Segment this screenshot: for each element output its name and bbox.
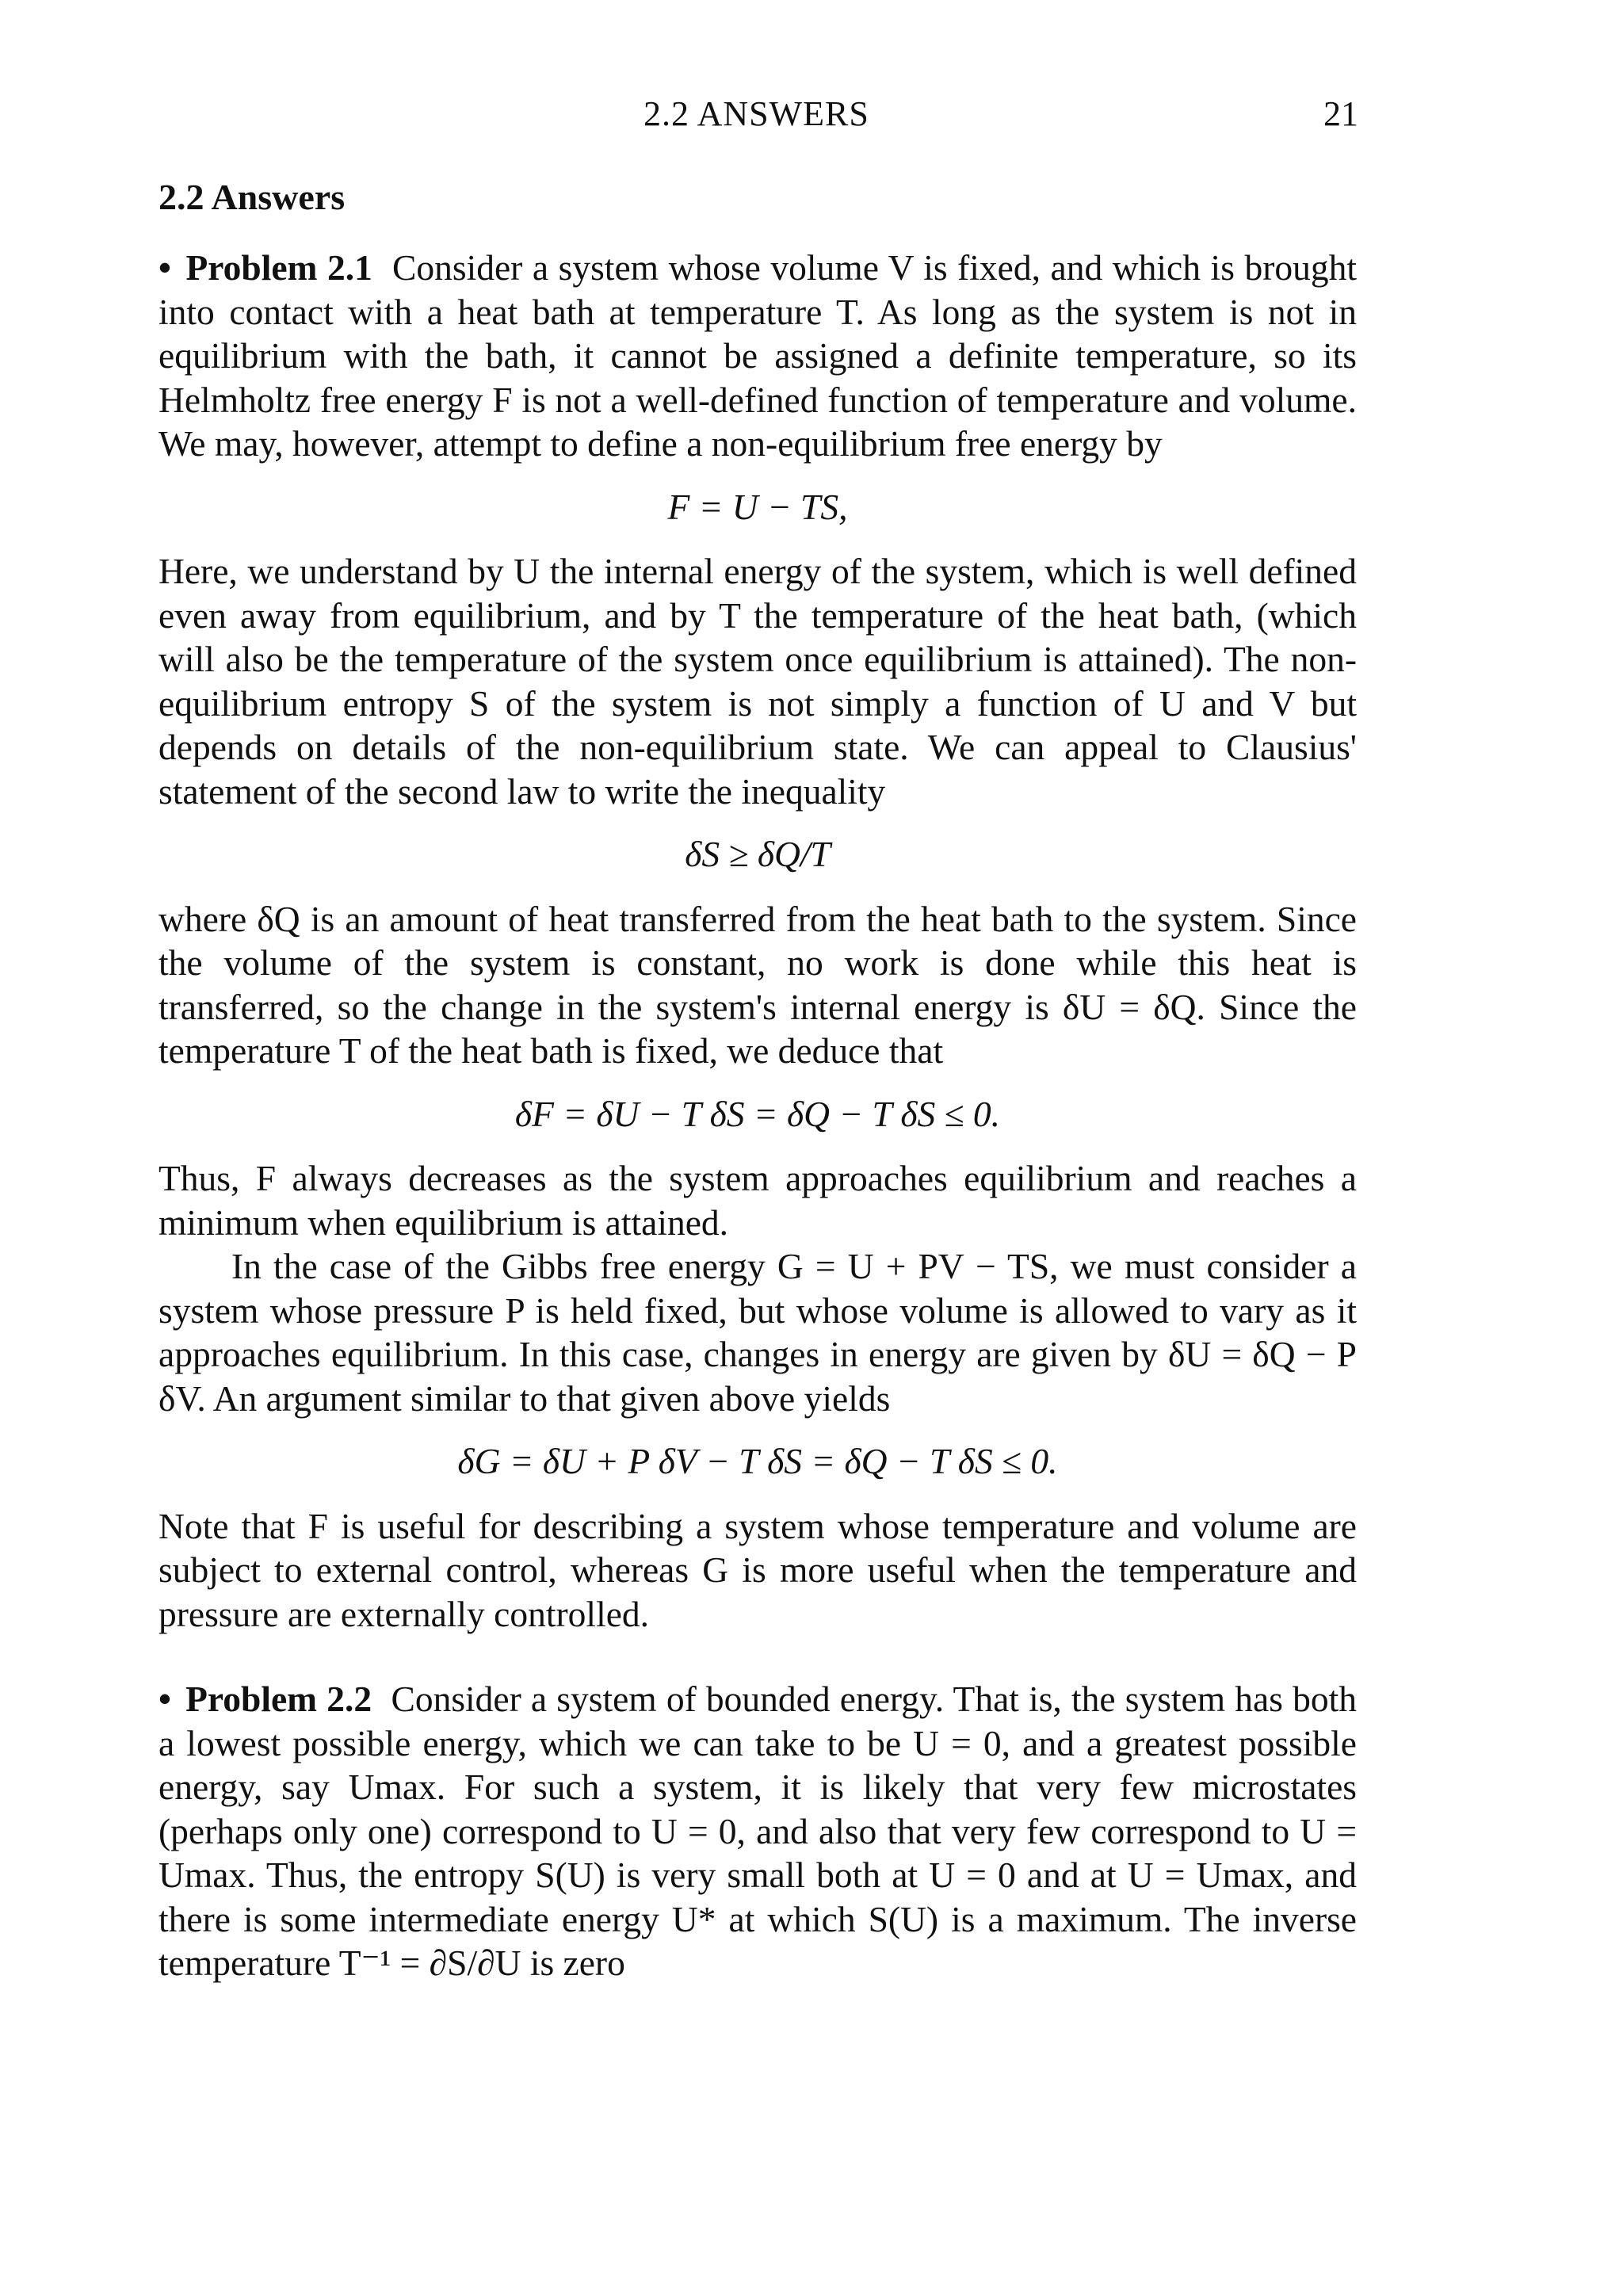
equation-delta-f: δF = δU − T δS = δQ − T δS ≤ 0. [514, 1093, 1001, 1134]
equation-clausius: δS ≥ δQ/T [685, 834, 831, 874]
problem-2-1-label: Problem 2.1 [185, 247, 372, 288]
problem-2-1-paragraph-3: where δQ is an amount of heat transferred from the heat bath to the system. Since the volume of the system is constant, no work is done while this heat is transferred, so the change in the system's internal energy is δU = δQ. Since the temperature T of the heat bath is fixed, we deduce that [158, 898, 1357, 1071]
problem-2-2-paragraph-1 [158, 1677, 1357, 1985]
problem-2-1-text-1: Consider a system whose volume V is fixed, and which is brought into contact with a heat bath at temperature T. As long as the system is not in equilibrium with the bath, it cannot be assigned a definite temperature, so its Helmholtz free energy F is not a well-defined function of temperature and volume. We may, however, attempt to define a non-equilibrium free energy by [158, 247, 1358, 464]
problem-2-1-paragraph-5: In the case of the Gibbs free energy G = U + PV − TS, we must consider a system whose pressure P is held fixed, but whose volume is allowed to vary as it approaches equilibrium. In this case, changes in energy are given by δU = δQ − P δV. An argument similar to that given above yields [158, 1246, 1357, 1419]
page-number: 21 [1323, 94, 1358, 133]
bullet-icon: • [158, 247, 171, 288]
problem-2-2-label: Problem 2.2 [185, 1679, 372, 1719]
problem-2-1-paragraph-4: Thus, F always decreases as the system approaches equilibrium and reaches a minimum when equilibrium is attained. [158, 1158, 1357, 1243]
problem-2-1-paragraph-6: Note that F is useful for describing a system whose temperature and volume are subject to external control, whereas G is more useful when the temperature and pressure are externally controlled. [158, 1505, 1357, 1634]
problem-2-1-paragraph-2: Here, we understand by U the internal energy of the system, which is well defined even away from equilibrium, and by T the temperature of the heat bath, (which will also be the temperature of the system once equilibrium is attained). The non-equilibrium entropy S of the system is not simply a function of U and V but depends on details of the non-equilibrium state. We can appeal to Clausius' statement of the second law to write the inequality [158, 551, 1357, 812]
section-heading: 2.2 Answers [158, 177, 346, 217]
bullet-icon: • [158, 1679, 171, 1719]
body-text [158, 246, 1357, 1985]
problem-2-2-text-1: Consider a system of bounded energy. That is, the system has both a lowest possible energy, which we can take to be U = 0, and a greatest possible energy, say Umax. For such a system, it is likely that very few microstates (perhaps only one) correspond to U = 0, and also that very few correspond to U = Umax. Thus, the entropy S(U) is very small both at U = 0 and at U = Umax, and there is some intermediate energy U* at which S(U) is a maximum. The inverse temperature T⁻¹ = ∂S/∂U is zero [158, 1679, 1358, 1983]
equation-free-energy: F = U − TS, [667, 486, 848, 527]
running-head [0, 94, 1623, 141]
equation-delta-g: δG = δU + P δV − T δS = δQ − T δS ≤ 0. [457, 1441, 1058, 1481]
problem-2-1-paragraph-1 [158, 246, 1357, 466]
running-head-title: 2.2 ANSWERS [643, 94, 869, 133]
